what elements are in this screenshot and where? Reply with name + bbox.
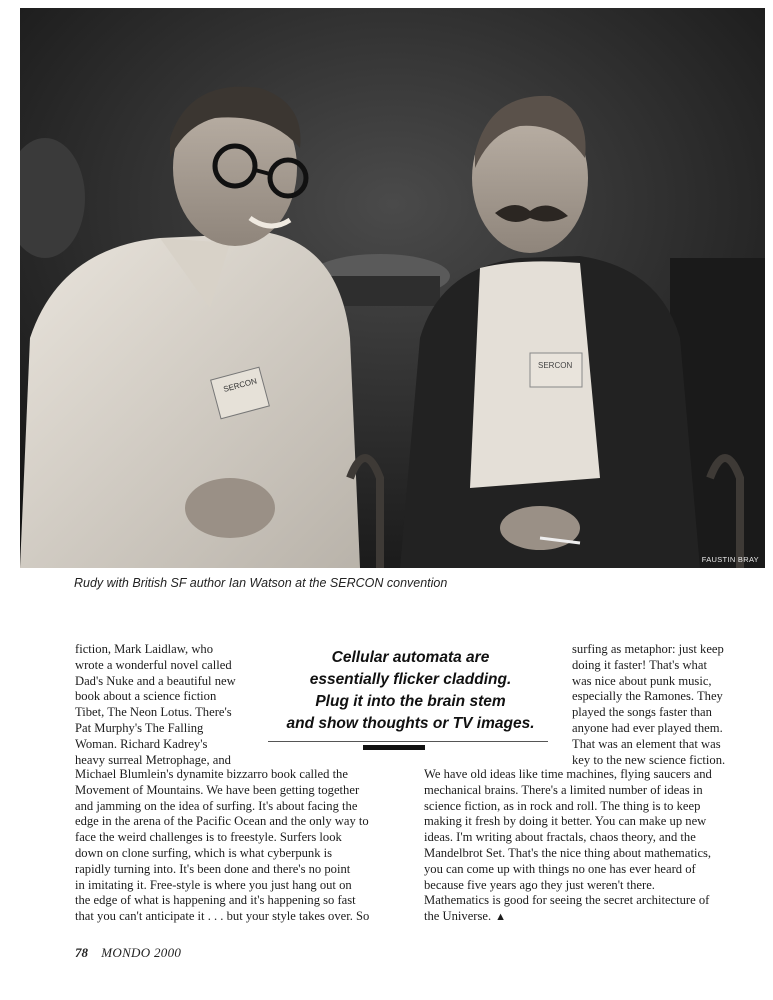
pull-quote-line: Cellular automata are [331, 649, 490, 666]
text-line: key to the new science fiction. [572, 752, 726, 767]
text-line: We have old ideas like time machines, flying saucers and [424, 767, 712, 781]
text-line: mechanical brains. There's a limited number of ideas in [424, 782, 703, 797]
text-line: Pat Murphy's The Falling [75, 720, 204, 735]
text-line: edge in the arena of the Pacific Ocean and the only way to [75, 814, 369, 829]
text-line: that you can't anticipate it . . . but your style takes over. So [75, 909, 370, 924]
photograph [20, 8, 765, 568]
pull-quote-bar [363, 745, 425, 750]
publication-name: MONDO 2000 [101, 945, 182, 960]
text-line: anyone had ever played them. [572, 720, 723, 735]
text-line: you can come up with things no one has ever heard of [424, 861, 696, 876]
text-line: Movement of Mountains. We have been getting together [75, 782, 360, 797]
left-column [75, 767, 400, 925]
text-line: book about a science fiction [75, 689, 217, 704]
text-line: ideas. I'm writing about fractals, chaos theory, and the [424, 830, 696, 845]
pull-quote-line: essentially flicker cladding. [309, 671, 512, 688]
text-line: fiction, Mark Laidlaw, who [75, 642, 214, 656]
text-line: surfing as metaphor: just keep [572, 642, 724, 656]
text-line: Woman. Richard Kadrey's [75, 736, 208, 751]
text-line: because five years ago they just weren't there. [424, 877, 655, 892]
text-line: Mandelbrot Set. That's the nice thing about mathematics, [424, 845, 712, 860]
page-footer [75, 945, 181, 961]
pull-quote-line: and show thoughts or TV images. [286, 715, 535, 732]
badge-right-text: SERCON [538, 361, 573, 370]
text-line: the Universe. [424, 909, 492, 924]
photo-illustration [20, 8, 765, 568]
text-line: wrote a wonderful novel called [75, 657, 232, 672]
pull-quote-line: Plug it into the brain stem [315, 693, 506, 710]
text-line: science fiction, as in rock and roll. The thing is to keep [424, 798, 701, 813]
text-line: especially the Ramones. They [572, 689, 723, 704]
text-line: played the songs faster than [572, 705, 712, 720]
text-line: Tibet, The Neon Lotus. There's [75, 705, 232, 720]
text-line-last [424, 909, 744, 926]
right-column-top [572, 642, 742, 768]
badge-left-text: SERCON [222, 376, 258, 394]
text-line: rapidly turning into. It's been done and there's no point [75, 861, 351, 876]
text-line: was nice about punk music, [572, 673, 712, 688]
text-line: the edge of what is happening and it's happening so fast [75, 893, 356, 908]
text-line: heavy surreal Metrophage, and [75, 752, 231, 767]
pull-quote-rule [268, 741, 548, 742]
page-number: 78 [75, 945, 88, 960]
text-line: doing it faster! That's what [572, 657, 707, 672]
text-line: down on clone surfing, which is what cyberpunk is [75, 845, 333, 860]
text-line: in imitating it. Free-style is where you just hang out on [75, 877, 352, 892]
text-line: making it fresh by doing it better. You can make up new [424, 814, 707, 829]
text-line: and jamming on the idea of surfing. It's about facing the [75, 798, 358, 813]
photo-credit: FAUSTIN BRAY [701, 555, 759, 564]
photo-caption: Rudy with British SF author Ian Watson at the SERCON convention [74, 576, 448, 590]
text-line: Michael Blumlein's dynamite bizzarro book called the [75, 767, 348, 781]
left-column-top [75, 642, 275, 768]
text-line: face the weird challenges is to freestyle. Surfers look [75, 830, 342, 845]
pull-quote [268, 647, 553, 735]
end-mark-icon: ▲ [495, 911, 507, 924]
text-line: Dad's Nuke and a beautiful new [75, 673, 236, 688]
text-line: Mathematics is good for seeing the secret architecture of [424, 893, 710, 908]
right-column [424, 767, 744, 926]
text-line: That was an element that was [572, 736, 721, 751]
